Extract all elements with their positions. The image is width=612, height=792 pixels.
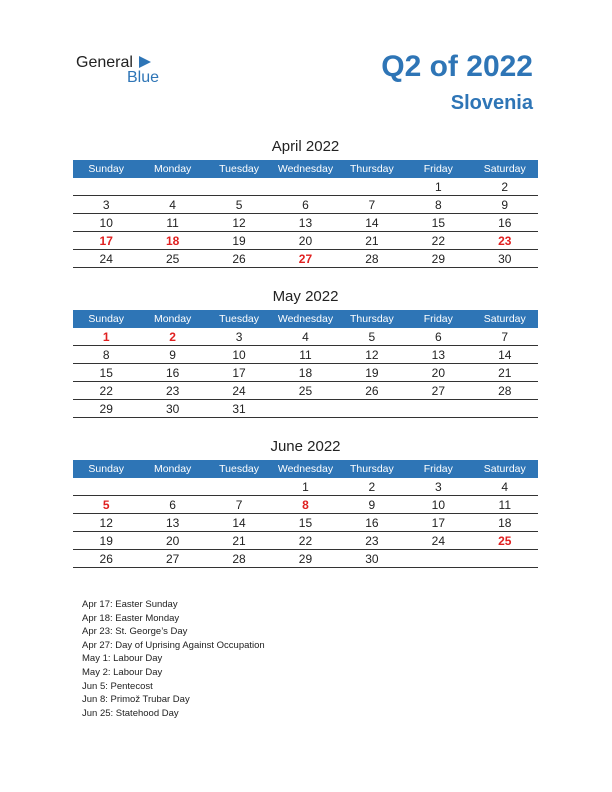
day-cell: 6 bbox=[405, 328, 471, 346]
day-cell: 2 bbox=[472, 178, 538, 196]
week-row bbox=[73, 250, 538, 268]
day-cell: 2 bbox=[339, 478, 405, 496]
day-cell: 9 bbox=[139, 346, 205, 364]
day-cell: 10 bbox=[206, 346, 272, 364]
week-row bbox=[73, 400, 538, 418]
page-title: Q2 of 2022 bbox=[381, 50, 533, 83]
day-cell: 24 bbox=[206, 382, 272, 400]
day-cell: 22 bbox=[73, 382, 139, 400]
day-cell: 27 bbox=[405, 382, 471, 400]
day-cell: 27 bbox=[139, 550, 205, 568]
day-cell: 9 bbox=[472, 196, 538, 214]
weekday-header: Sunday bbox=[73, 460, 139, 478]
day-cell: 17 bbox=[73, 232, 139, 250]
day-cell: 5 bbox=[73, 496, 139, 514]
holiday-note: Jun 8: Primož Trubar Day bbox=[82, 694, 190, 706]
week-row bbox=[73, 196, 538, 214]
day-cell: 13 bbox=[405, 346, 471, 364]
day-cell: 21 bbox=[472, 364, 538, 382]
day-cell: 13 bbox=[139, 514, 205, 532]
weekday-header-row bbox=[73, 310, 538, 328]
day-cell: 29 bbox=[405, 250, 471, 268]
month-title: June 2022 bbox=[270, 438, 341, 455]
weekday-header: Thursday bbox=[339, 460, 405, 478]
weekday-header: Friday bbox=[405, 160, 471, 178]
day-cell: 28 bbox=[472, 382, 538, 400]
weekday-header: Wednesday bbox=[272, 460, 338, 478]
week-row bbox=[73, 478, 538, 496]
day-cell: 19 bbox=[339, 364, 405, 382]
day-cell: 19 bbox=[73, 532, 139, 550]
week-row bbox=[73, 346, 538, 364]
day-cell: 21 bbox=[339, 232, 405, 250]
day-cell: 23 bbox=[472, 232, 538, 250]
day-cell: 28 bbox=[206, 550, 272, 568]
day-cell: 11 bbox=[472, 496, 538, 514]
day-cell: 5 bbox=[206, 196, 272, 214]
country-name: Slovenia bbox=[450, 92, 533, 114]
day-cell: 28 bbox=[339, 250, 405, 268]
day-cell: 1 bbox=[73, 328, 139, 346]
week-row bbox=[73, 496, 538, 514]
weekday-header: Friday bbox=[405, 460, 471, 478]
day-cell: 15 bbox=[272, 514, 338, 532]
day-cell: 30 bbox=[139, 400, 205, 418]
day-cell: 23 bbox=[339, 532, 405, 550]
weekday-header: Monday bbox=[139, 310, 205, 328]
calendar-grid bbox=[73, 160, 538, 268]
day-cell bbox=[472, 550, 538, 568]
day-cell bbox=[206, 178, 272, 196]
month-title: May 2022 bbox=[272, 288, 339, 305]
week-row bbox=[73, 364, 538, 382]
weekday-header: Saturday bbox=[472, 460, 538, 478]
holiday-note: Apr 18: Easter Monday bbox=[82, 612, 180, 624]
holiday-note: Apr 27: Day of Uprising Against Occupation bbox=[82, 639, 265, 651]
day-cell bbox=[472, 400, 538, 418]
day-cell: 6 bbox=[272, 196, 338, 214]
day-cell: 10 bbox=[405, 496, 471, 514]
day-cell: 23 bbox=[139, 382, 205, 400]
day-cell: 7 bbox=[339, 196, 405, 214]
day-cell: 7 bbox=[472, 328, 538, 346]
week-row bbox=[73, 178, 538, 196]
weekday-header-row bbox=[73, 460, 538, 478]
day-cell: 12 bbox=[339, 346, 405, 364]
month-may bbox=[73, 288, 538, 418]
week-row bbox=[73, 514, 538, 532]
day-cell: 22 bbox=[272, 532, 338, 550]
weekday-header: Sunday bbox=[73, 310, 139, 328]
logo bbox=[76, 54, 176, 88]
day-cell: 13 bbox=[272, 214, 338, 232]
day-cell: 25 bbox=[472, 532, 538, 550]
day-cell: 8 bbox=[73, 346, 139, 364]
holiday-list bbox=[82, 598, 265, 720]
day-cell: 22 bbox=[405, 232, 471, 250]
day-cell: 2 bbox=[139, 328, 205, 346]
day-cell: 29 bbox=[272, 550, 338, 568]
day-cell: 4 bbox=[272, 328, 338, 346]
day-cell: 8 bbox=[272, 496, 338, 514]
day-cell: 26 bbox=[73, 550, 139, 568]
weekday-header-row bbox=[73, 160, 538, 178]
day-cell: 7 bbox=[206, 496, 272, 514]
weekday-header: Thursday bbox=[339, 310, 405, 328]
day-cell: 9 bbox=[339, 496, 405, 514]
weekday-header: Monday bbox=[139, 460, 205, 478]
day-cell bbox=[405, 550, 471, 568]
day-cell bbox=[139, 478, 205, 496]
day-cell: 5 bbox=[339, 328, 405, 346]
day-cell: 14 bbox=[339, 214, 405, 232]
weekday-header: Saturday bbox=[472, 310, 538, 328]
holiday-note: Jun 5: Pentecost bbox=[82, 680, 153, 692]
day-cell: 25 bbox=[272, 382, 338, 400]
day-cell bbox=[272, 400, 338, 418]
day-cell: 18 bbox=[139, 232, 205, 250]
weekday-header: Wednesday bbox=[272, 310, 338, 328]
week-row bbox=[73, 382, 538, 400]
weekday-header: Saturday bbox=[472, 160, 538, 178]
week-row bbox=[73, 232, 538, 250]
day-cell: 4 bbox=[139, 196, 205, 214]
day-cell bbox=[206, 478, 272, 496]
weekday-header: Friday bbox=[405, 310, 471, 328]
day-cell: 14 bbox=[472, 346, 538, 364]
day-cell: 15 bbox=[73, 364, 139, 382]
day-cell: 15 bbox=[405, 214, 471, 232]
holiday-note: Jun 25: Statehood Day bbox=[82, 707, 179, 719]
month-title: April 2022 bbox=[271, 138, 340, 155]
day-cell bbox=[339, 400, 405, 418]
day-cell: 26 bbox=[339, 382, 405, 400]
day-cell: 3 bbox=[73, 196, 139, 214]
day-cell: 24 bbox=[405, 532, 471, 550]
logo-text-general: General bbox=[76, 54, 133, 71]
day-cell: 19 bbox=[206, 232, 272, 250]
day-cell bbox=[339, 178, 405, 196]
day-cell: 11 bbox=[272, 346, 338, 364]
weekday-header: Monday bbox=[139, 160, 205, 178]
day-cell bbox=[272, 178, 338, 196]
day-cell: 17 bbox=[206, 364, 272, 382]
day-cell: 1 bbox=[405, 178, 471, 196]
holiday-note: Apr 23: St. George’s Day bbox=[82, 626, 188, 638]
day-cell: 27 bbox=[272, 250, 338, 268]
week-row bbox=[73, 550, 538, 568]
holiday-note: May 2: Labour Day bbox=[82, 666, 163, 678]
day-cell: 29 bbox=[73, 400, 139, 418]
day-cell: 30 bbox=[339, 550, 405, 568]
weekday-header: Sunday bbox=[73, 160, 139, 178]
weekday-header: Tuesday bbox=[206, 460, 272, 478]
day-cell: 12 bbox=[206, 214, 272, 232]
weekday-header: Tuesday bbox=[206, 160, 272, 178]
day-cell bbox=[139, 178, 205, 196]
day-cell: 16 bbox=[472, 214, 538, 232]
day-cell: 11 bbox=[139, 214, 205, 232]
day-cell: 20 bbox=[139, 532, 205, 550]
day-cell: 3 bbox=[206, 328, 272, 346]
month-june bbox=[73, 438, 538, 568]
day-cell: 20 bbox=[405, 364, 471, 382]
day-cell bbox=[73, 178, 139, 196]
day-cell: 26 bbox=[206, 250, 272, 268]
day-cell bbox=[405, 400, 471, 418]
day-cell: 17 bbox=[405, 514, 471, 532]
day-cell: 10 bbox=[73, 214, 139, 232]
week-row bbox=[73, 532, 538, 550]
weekday-header: Wednesday bbox=[272, 160, 338, 178]
holiday-note: Apr 17: Easter Sunday bbox=[82, 599, 178, 610]
day-cell: 16 bbox=[139, 364, 205, 382]
day-cell: 14 bbox=[206, 514, 272, 532]
day-cell: 16 bbox=[339, 514, 405, 532]
logo-text-blue: Blue bbox=[127, 69, 160, 86]
weekday-header: Thursday bbox=[339, 160, 405, 178]
day-cell: 8 bbox=[405, 196, 471, 214]
day-cell: 31 bbox=[206, 400, 272, 418]
calendar-grid bbox=[73, 310, 538, 418]
day-cell bbox=[73, 478, 139, 496]
day-cell: 24 bbox=[73, 250, 139, 268]
weekday-header: Tuesday bbox=[206, 310, 272, 328]
day-cell: 1 bbox=[272, 478, 338, 496]
day-cell: 6 bbox=[139, 496, 205, 514]
day-cell: 25 bbox=[139, 250, 205, 268]
day-cell: 12 bbox=[73, 514, 139, 532]
day-cell: 3 bbox=[405, 478, 471, 496]
holiday-note: May 1: Labour Day bbox=[82, 653, 163, 665]
day-cell: 30 bbox=[472, 250, 538, 268]
day-cell: 18 bbox=[272, 364, 338, 382]
week-row bbox=[73, 328, 538, 346]
calendar-grid bbox=[73, 460, 538, 568]
day-cell: 18 bbox=[472, 514, 538, 532]
week-row bbox=[73, 214, 538, 232]
flag-icon bbox=[139, 56, 151, 68]
month-april bbox=[73, 138, 538, 268]
day-cell: 21 bbox=[206, 532, 272, 550]
day-cell: 4 bbox=[472, 478, 538, 496]
day-cell: 20 bbox=[272, 232, 338, 250]
